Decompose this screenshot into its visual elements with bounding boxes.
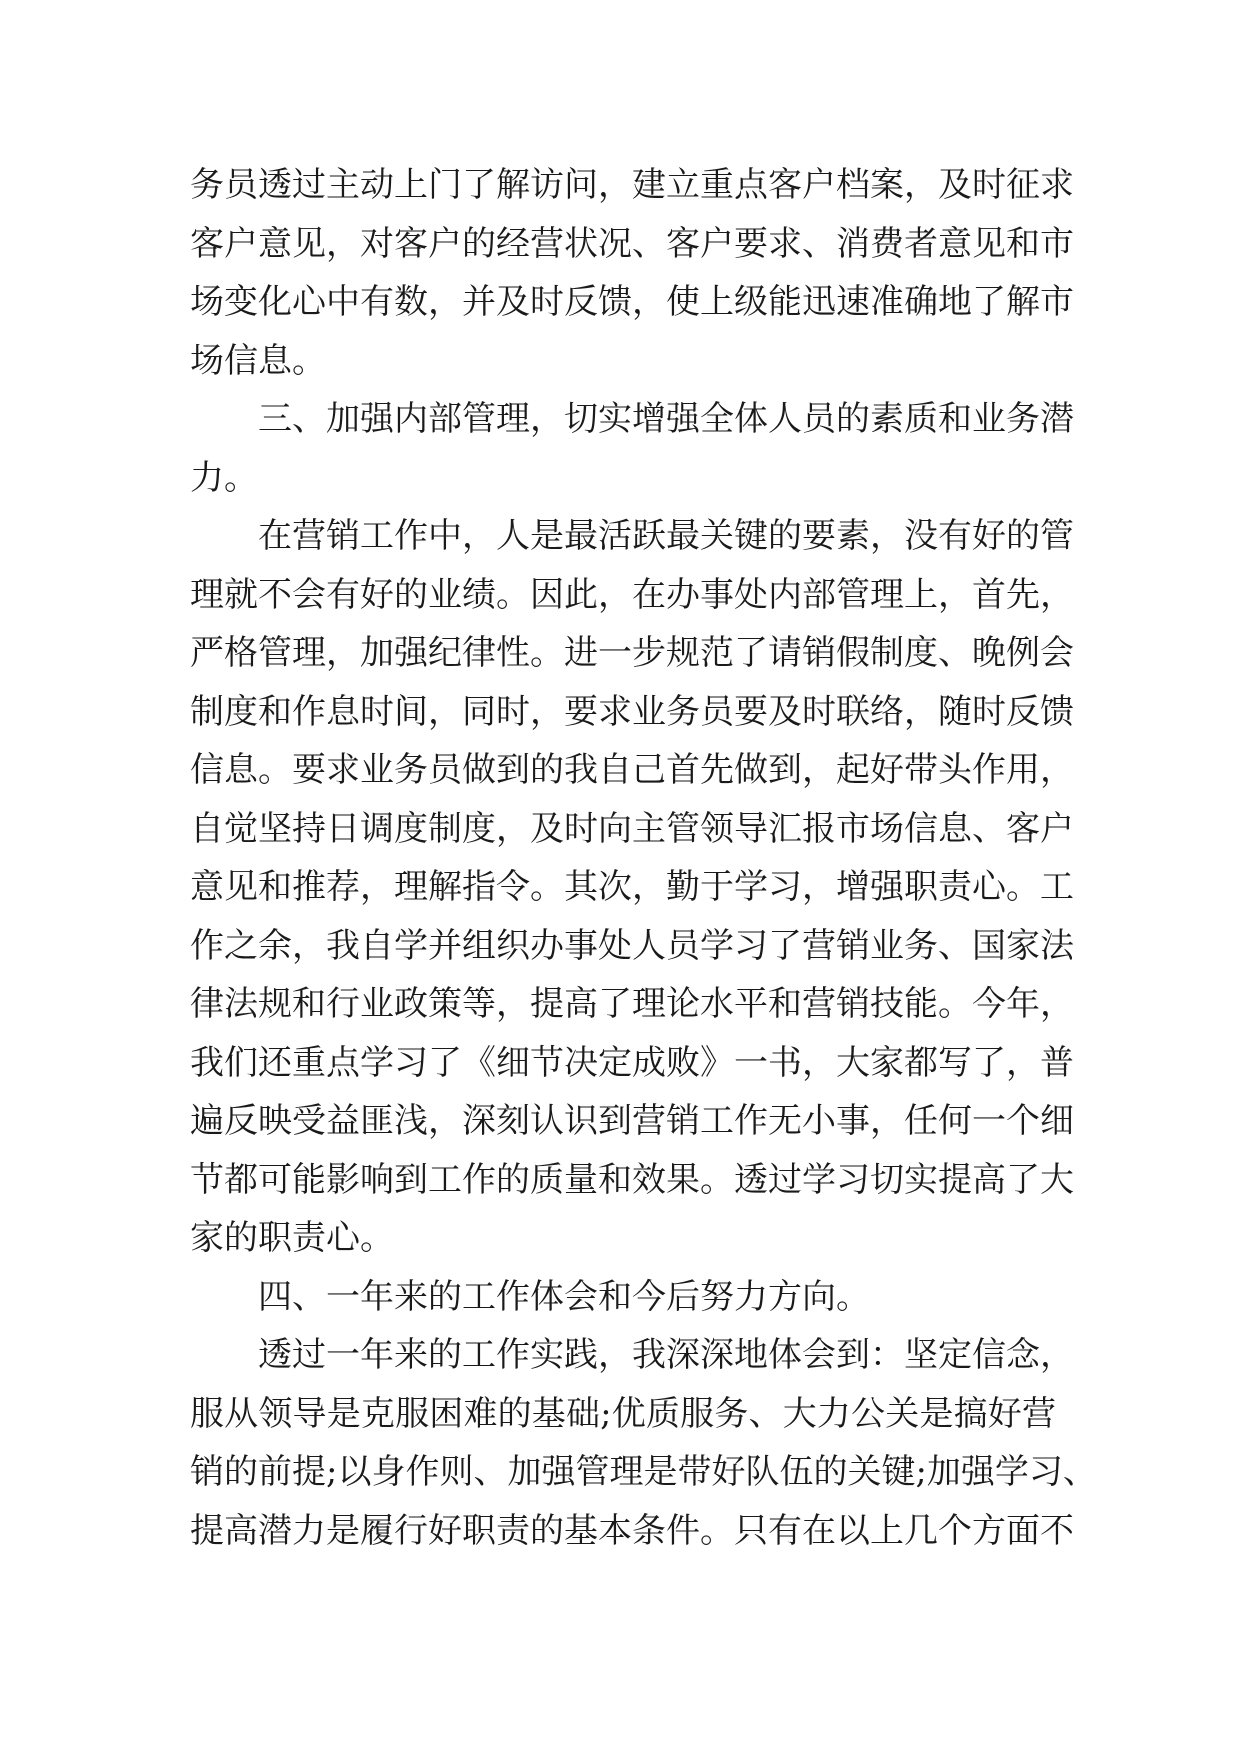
text-line: 理就不会有好的业绩。因此，在办事处内部管理上，首先，: [190, 574, 1074, 615]
text-line: 制度和作息时间，同时，要求业务员要及时联络，随时反馈: [190, 691, 1074, 732]
text-line: 律法规和行业政策等，提高了理论水平和营销技能。今年，: [190, 984, 1074, 1024]
text-line: 销的前提;以身作则、加强管理是带好队伍的关键;加强学习、: [190, 1452, 1097, 1492]
text-line: 提高潜力是履行好职责的基本条件。只有在以上几个方面不: [190, 1510, 1074, 1551]
text-line: 在营销工作中，人是最活跃最关键的要素，没有好的管: [258, 516, 1074, 556]
text-line: 作之余，我自学并组织办事处人员学习了营销业务、国家法: [190, 925, 1074, 966]
text-line: 意见和推荐，理解指令。其次，勤于学习，增强职责心。工: [190, 867, 1074, 907]
document-body: [190, 156, 1097, 1560]
text-line: 自觉坚持日调度制度，及时向主管领导汇报市场信息、客户: [190, 808, 1074, 849]
text-line: 透过一年来的工作实践，我深深地体会到：坚定信念，: [258, 1335, 1074, 1375]
text-line: 四、一年来的工作体会和今后努力方向。: [258, 1276, 870, 1317]
text-line: 我们还重点学习了《细节决定成败》一书，大家都写了，普: [190, 1042, 1074, 1083]
text-line: 力。: [190, 457, 258, 498]
text-line: 客户意见，对客户的经营状况、客户要求、消费者意见和市: [190, 223, 1074, 264]
text-line: 信息。要求业务员做到的我自己首先做到，起好带头作用，: [190, 750, 1074, 790]
text-line: 遍反映受益匪浅，深刻认识到营销工作无小事，任何一个细: [190, 1101, 1074, 1141]
text-line: 节都可能影响到工作的质量和效果。透过学习切实提高了大: [190, 1159, 1074, 1200]
text-line: 三、加强内部管理，切实增强全体人员的素质和业务潜: [258, 399, 1074, 439]
text-line: 服从领导是克服困难的基础;优质服务、大力公关是搞好营: [190, 1393, 1056, 1434]
text-line: 严格管理，加强纪律性。进一步规范了请销假制度、晚例会: [190, 633, 1074, 673]
text-line: 场变化心中有数，并及时反馈，使上级能迅速准确地了解市: [190, 282, 1074, 322]
text-line: 家的职责心。: [190, 1218, 394, 1258]
text-line: 场信息。: [190, 340, 326, 381]
text-line: 务员透过主动上门了解访问，建立重点客户档案，及时征求: [190, 165, 1074, 205]
